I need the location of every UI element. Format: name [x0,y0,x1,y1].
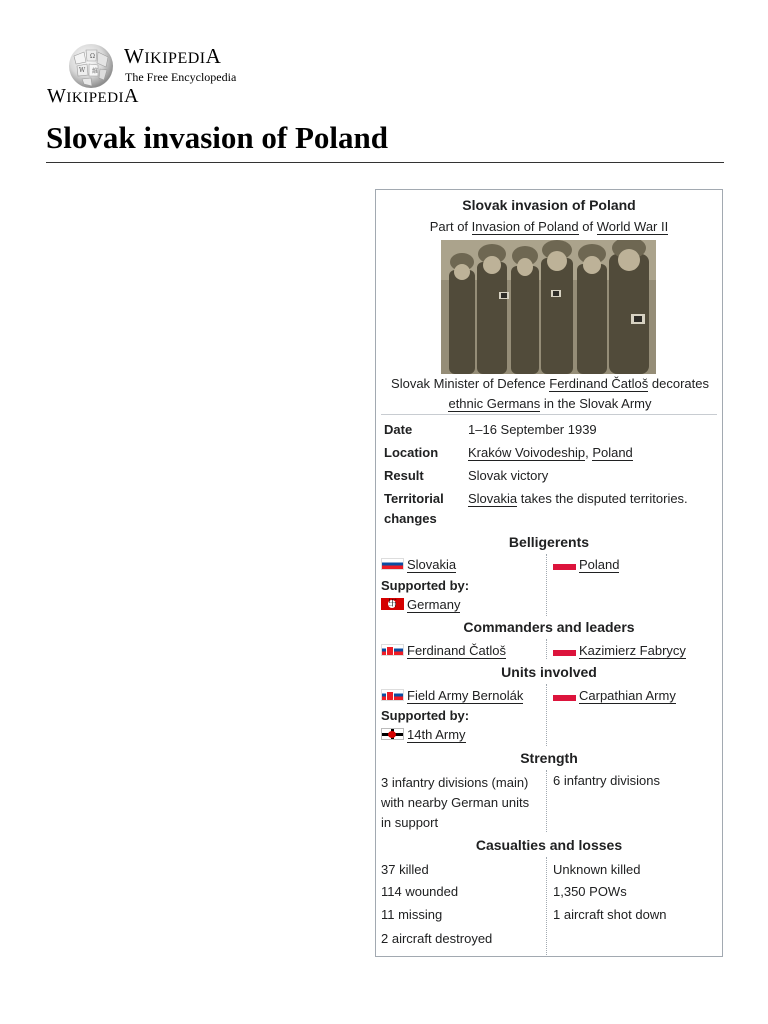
poland-flag-icon [553,558,576,570]
svg-text:Ω: Ω [90,53,95,60]
commanders-heading: Commanders and leaders [463,619,635,635]
casualty-left-1: 37 killed [381,862,429,877]
commander-left [381,641,506,661]
wikipedia-tagline: The Free Encyclopedia [125,70,237,84]
soldiers-photo-image [441,240,656,374]
slovakia-flag-icon [381,689,404,701]
belligerent-poland [553,555,619,575]
14th-army-link[interactable]: 14th Army [407,727,466,742]
world-war-ii-link[interactable]: World War II [596,219,669,234]
slovakia-flag-icon [381,558,404,570]
casualty-right-2: 1,350 POWs [553,884,627,899]
belligerents-supported-by: Supported by: [381,578,470,593]
units-heading: Units involved [501,664,597,680]
wikipedia-wordmark-secondary[interactable]: WIKIPEDIA [47,85,139,107]
casualty-right-3: 1 aircraft shot down [553,907,667,922]
unit-right-1 [553,686,676,706]
field-army-bernolak-link[interactable]: Field Army Bernolák [407,688,524,703]
units-supported-by: Supported by: [381,708,470,723]
poland-flag-icon [553,644,576,656]
infobox-title: Slovak invasion of Poland [462,197,636,213]
slovakia-territorial-link[interactable]: Slovakia [468,491,518,506]
belligerents-heading: Belligerents [508,534,590,550]
territorial-changes-label: Territorial changes [384,491,444,526]
date-label: Date [384,422,413,437]
poland-flag-icon [553,689,576,701]
casualty-right-1: Unknown killed [553,862,641,877]
ferdinand-catlos-link[interactable]: Ferdinand Čatloš [407,643,506,658]
unit-left-1 [381,686,523,706]
result-label: Result [384,468,424,483]
casualty-left-4: 2 aircraft destroyed [381,931,493,946]
casualties-divider [546,857,547,955]
commander-right [553,641,686,661]
infobox-photo-caption: Slovak Minister of Defence Ferdinand Čatloš decorates ethnic Germans in the Slovak Army [391,376,709,411]
title-divider [46,162,724,163]
germany-link[interactable]: Germany [407,597,461,612]
invasion-of-poland-link[interactable]: Invasion of Poland [471,219,579,234]
poland-location-link[interactable]: Poland [592,445,633,460]
ferdinand-catlos-caption-link[interactable]: Ferdinand Čatloš [549,376,649,391]
location-label: Location [384,445,439,460]
infobox-photo[interactable] [441,240,656,374]
strength-right: 6 infantry divisions [553,773,660,788]
units-divider [546,684,547,746]
page-title: Slovak invasion of Poland [46,120,388,155]
casualty-left-2: 114 wounded [381,884,459,899]
wikipedia-wordmark: WIKIPEDIA [124,44,222,68]
infobox-subtitle: Part of Invasion of Poland of World War II [429,219,669,234]
krakow-voivodeship-link[interactable]: Kraków Voivodeship [468,445,586,460]
slovakia-flag-icon [381,644,404,656]
date-value: 1–16 September 1939 [468,422,597,437]
germany-flag-icon [381,598,404,610]
strength-divider [546,770,547,832]
result-value: Slovak victory [468,468,549,483]
strength-left: 3 infantry divisions (main) with nearby German units in support [381,775,530,830]
unit-left-2 [381,725,466,745]
svg-text:W: W [79,67,86,74]
territorial-changes-value: Slovakia takes the disputed territories. [468,491,688,506]
casualties-heading: Casualties and losses [475,837,623,853]
strength-heading: Strength [520,750,578,766]
belligerent-slovakia [381,555,456,575]
svg-text:維: 維 [92,68,99,75]
casualty-left-3: 11 missing [381,907,443,922]
carpathian-army-link[interactable]: Carpathian Army [579,688,676,703]
slovakia-link[interactable]: Slovakia [407,557,457,572]
infobox-separator [381,414,717,415]
infobox [375,189,723,957]
kazimierz-fabrycy-link[interactable]: Kazimierz Fabrycy [579,643,686,658]
poland-belligerent-link[interactable]: Poland [579,557,620,572]
wikipedia-globe-icon [66,42,116,90]
wikipedia-logo[interactable] [66,42,266,90]
belligerents-divider [546,554,547,616]
commanders-divider [546,639,547,659]
belligerent-germany [381,595,460,615]
war-ensign-flag-icon [381,728,404,740]
location-value: Kraków Voivodeship, Poland [468,445,633,460]
ethnic-germans-link[interactable]: ethnic Germans [448,396,541,411]
